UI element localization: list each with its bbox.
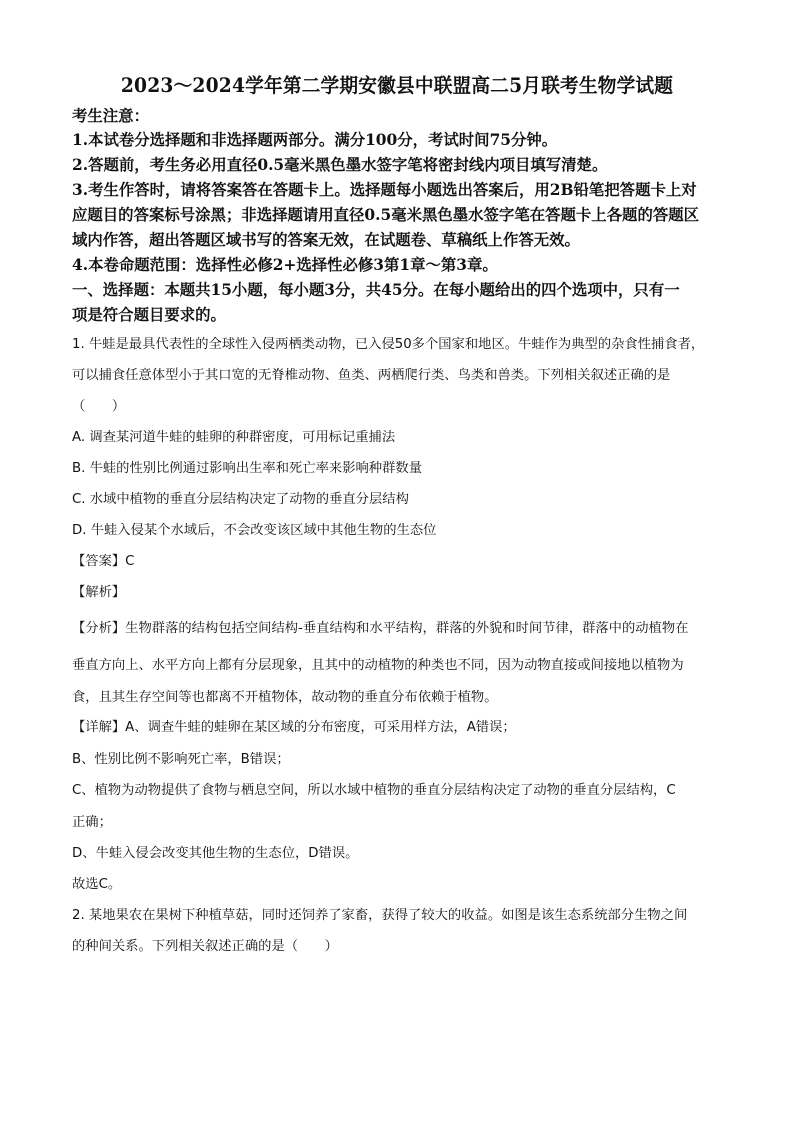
analysis-line: 垂直方向上、水平方向上都有分层现象，且其中的动植物的种类也不同，因为动物直接或间接地以植物为 <box>72 658 684 673</box>
detail-line: C、植物为动物提供了食物与栖息空间，所以水域中植物的垂直分层结构决定了动物的垂直分层结构，C <box>72 783 676 798</box>
detail-line: 故选C。 <box>72 877 122 892</box>
question-stem: 的种间关系。下列相关叙述正确的是（ ） <box>72 939 338 954</box>
question-stem: 2. 某地果农在果树下种植草菇，同时还饲养了家畜，获得了较大的收益。如图是该生态系统部分生物之间 <box>72 908 688 923</box>
page-title: 2023～2024学年第二学期安徽县中联盟高二5月联考生物学试题 <box>120 74 674 97</box>
option-d: D. 牛蛙入侵某个水域后，不会改变该区域中其他生物的生态位 <box>72 523 437 538</box>
notice-line: 3.考生作答时，请将答案答在答题卡上。选择题每小题选出答案后，用2B铅笔把答题卡上对 <box>72 181 697 199</box>
notice-line: 应题目的答案标号涂黑；非选择题请用直径0.5毫米黑色墨水签字笔在答题卡上各题的答题区 <box>72 206 700 224</box>
section-heading: 一、选择题：本题共15小题，每小题3分，共45分。在每小题给出的四个选项中，只有一 <box>72 281 680 299</box>
detail-line: 正确； <box>72 815 112 830</box>
notice-line: 4.本卷命题范围：选择性必修2+选择性必修3第1章～第3章。 <box>72 256 498 274</box>
detail-line: D、牛蛙入侵会改变其他生物的生态位，D错误。 <box>72 846 359 861</box>
analysis-line: 食，且其生存空间等也都离不开植物体，故动物的垂直分布依赖于植物。 <box>72 690 498 705</box>
option-c: C. 水域中植物的垂直分层结构决定了动物的垂直分层结构 <box>72 492 409 507</box>
notice-heading: 考生注意： <box>72 107 149 125</box>
analysis-label: 【解析】 <box>72 585 126 600</box>
answer-label: 【答案】C <box>72 554 135 569</box>
notice-line: 1.本试卷分选择题和非选择题两部分。满分100分，考试时间75分钟。 <box>72 131 558 149</box>
notice-line: 2.答题前，考生务必用直径0.5毫米黑色墨水签字笔将密封线内项目填写清楚。 <box>72 156 608 174</box>
option-a: A. 调查某河道牛蛙的蛙卵的种群密度，可用标记重捕法 <box>72 430 396 445</box>
question-stem: 1. 牛蛙是最具代表性的全球性入侵两栖类动物，已入侵50多个国家和地区。牛蛙作为典型的杂食性捕食者， <box>72 337 705 352</box>
detail-line: B、性别比例不影响死亡率，B错误； <box>72 752 290 767</box>
notice-line: 域内作答，超出答题区域书写的答案无效，在试题卷、草稿纸上作答无效。 <box>72 231 580 249</box>
section-heading: 项是符合题目要求的。 <box>72 306 226 324</box>
question-stem: （ ） <box>72 399 126 414</box>
question-stem: 可以捕食任意体型小于其口宽的无脊椎动物、鱼类、两栖爬行类、鸟类和兽类。下列相关叙述正确的是 <box>72 368 671 383</box>
analysis-line: 【分析】生物群落的结构包括空间结构-垂直结构和水平结构，群落的外貌和时间节律，群落中的动植物在 <box>72 621 689 636</box>
option-b: B. 牛蛙的性别比例通过影响出生率和死亡率来影响种群数量 <box>72 461 422 476</box>
detail-line: 【详解】A、调查牛蛙的蛙卵在某区域的分布密度，可采用样方法，A错误； <box>72 720 516 735</box>
